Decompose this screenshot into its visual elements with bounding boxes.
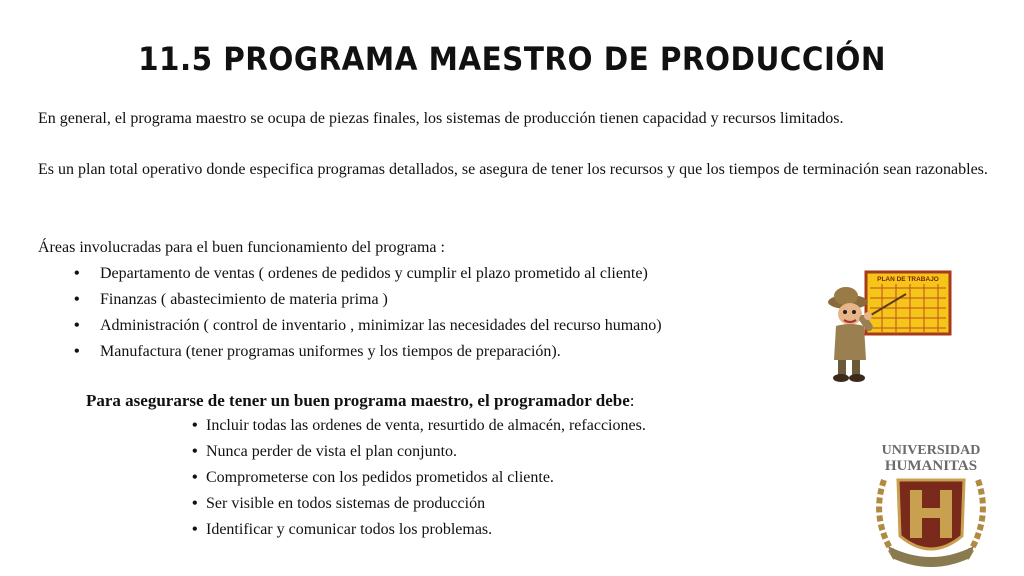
logo-line2: HUMANITAS xyxy=(884,458,978,474)
list-item: • Manufactura (tener programas uniformes y los tiempos de preparación). xyxy=(74,339,662,365)
requirements-list xyxy=(192,413,646,543)
areas-list xyxy=(74,261,662,365)
list-item: • Ser visible en todos sistemas de producción xyxy=(192,491,646,517)
paragraph-general: En general, el programa maestro se ocupa de piezas finales, los sistemas de producción tienen capacidad y recursos limitados. xyxy=(38,110,844,127)
list-item: • Finanzas ( abastecimiento de materia prima ) xyxy=(74,287,662,313)
list-item: • Comprometerse con los pedidos prometidos al cliente. xyxy=(192,465,646,491)
paragraph-plan: Es un plan total operativo donde especifica programas detallados, se asegura de tener los recursos y que los tiempos de terminación sean razonables. xyxy=(38,161,988,178)
areas-heading: Áreas involucradas para el buen funcionamiento del programa : xyxy=(38,239,445,256)
logo-line1: UNIVERSIDAD xyxy=(881,443,981,458)
board-label: PLAN DE TRABAJO xyxy=(877,276,939,283)
requirements-heading: Para asegurarse de tener un buen programa maestro, el programador debe: xyxy=(86,391,635,410)
slide-title: 11.5 PROGRAMA MAESTRO DE PRODUCCIÓN xyxy=(138,40,886,78)
list-item: • Administración ( control de inventario , minimizar las necesidades del recurso humano) xyxy=(74,313,662,339)
humanitas-crest-logo xyxy=(866,440,996,572)
list-item: • Departamento de ventas ( ordenes de pedidos y cumplir el plazo prometido al cliente) xyxy=(74,261,662,287)
list-item: • Identificar y comunicar todos los problemas. xyxy=(192,517,646,543)
list-item: • Incluir todas las ordenes de venta, resurtido de almacén, refacciones. xyxy=(192,413,646,439)
list-item: • Nunca perder de vista el plan conjunto. xyxy=(192,439,646,465)
presenter-with-chart-icon xyxy=(826,268,954,386)
